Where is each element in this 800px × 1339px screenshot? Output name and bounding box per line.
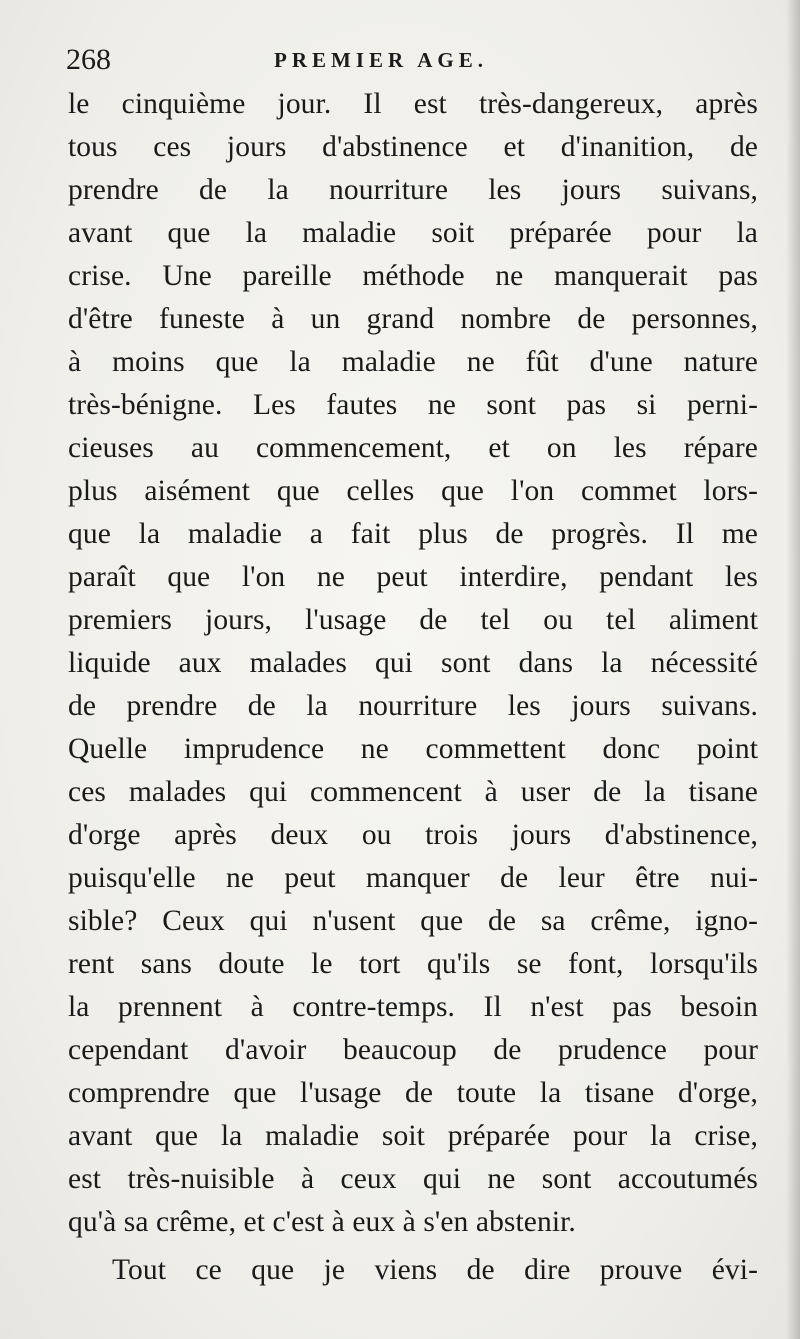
text-line: avant que la maladie soit préparée pour la	[68, 217, 758, 249]
text-line: Quelle imprudence ne commettent donc point	[68, 733, 758, 765]
text-line: liquide aux malades qui sont dans la nécessité	[68, 647, 758, 679]
text-line: d'orge après deux ou trois jours d'abstinence,	[68, 819, 758, 851]
text-line: rent sans doute le tort qu'ils se font, lorsqu'ils	[68, 948, 758, 980]
text-line: plus aisément que celles que l'on commet lors-	[68, 475, 758, 507]
text-line: cieuses au commencement, et on les répare	[68, 432, 758, 464]
text-line: qu'à sa crême, et c'est à eux à s'en abstenir.	[68, 1206, 576, 1238]
running-head: PREMIER AGE.	[274, 48, 489, 72]
text-line: comprendre que l'usage de toute la tisane d'orge,	[68, 1077, 758, 1109]
text-line: premiers jours, l'usage de tel ou tel aliment	[68, 604, 758, 636]
text-line: à moins que la maladie ne fût d'une nature	[68, 346, 758, 378]
text-line: puisqu'elle ne peut manquer de leur être nui-	[68, 862, 758, 894]
page-number: 268	[66, 43, 111, 76]
text-line: le cinquième jour. Il est très-dangereux, après	[68, 88, 758, 120]
text-line: avant que la maladie soit préparée pour la crise,	[68, 1120, 758, 1152]
text-line: cependant d'avoir beaucoup de prudence pour	[68, 1034, 758, 1066]
text-line: est très-nuisible à ceux qui ne sont accoutumés	[68, 1163, 758, 1195]
text-line: prendre de la nourriture les jours suivans,	[68, 174, 758, 206]
text-line: très-bénigne. Les fautes ne sont pas si perni-	[68, 389, 758, 421]
text-line: paraît que l'on ne peut interdire, pendant les	[68, 561, 758, 593]
text-line: tous ces jours d'abstinence et d'inanition, de	[68, 131, 758, 163]
text-line: la prennent à contre-temps. Il n'est pas besoin	[68, 991, 758, 1023]
text-line: crise. Une pareille méthode ne manquerait pas	[68, 260, 758, 292]
text-line: de prendre de la nourriture les jours suivans.	[68, 690, 758, 722]
text-line: ces malades qui commencent à user de la tisane	[68, 776, 758, 808]
text-line: d'être funeste à un grand nombre de personnes,	[68, 303, 758, 335]
text-line: que la maladie a fait plus de progrès. Il me	[68, 518, 758, 550]
text-line: sible? Ceux qui n'usent que de sa crême, igno-	[68, 905, 758, 937]
text-line-paragraph-start: Tout ce que je viens de dire prouve évi-	[112, 1254, 758, 1286]
